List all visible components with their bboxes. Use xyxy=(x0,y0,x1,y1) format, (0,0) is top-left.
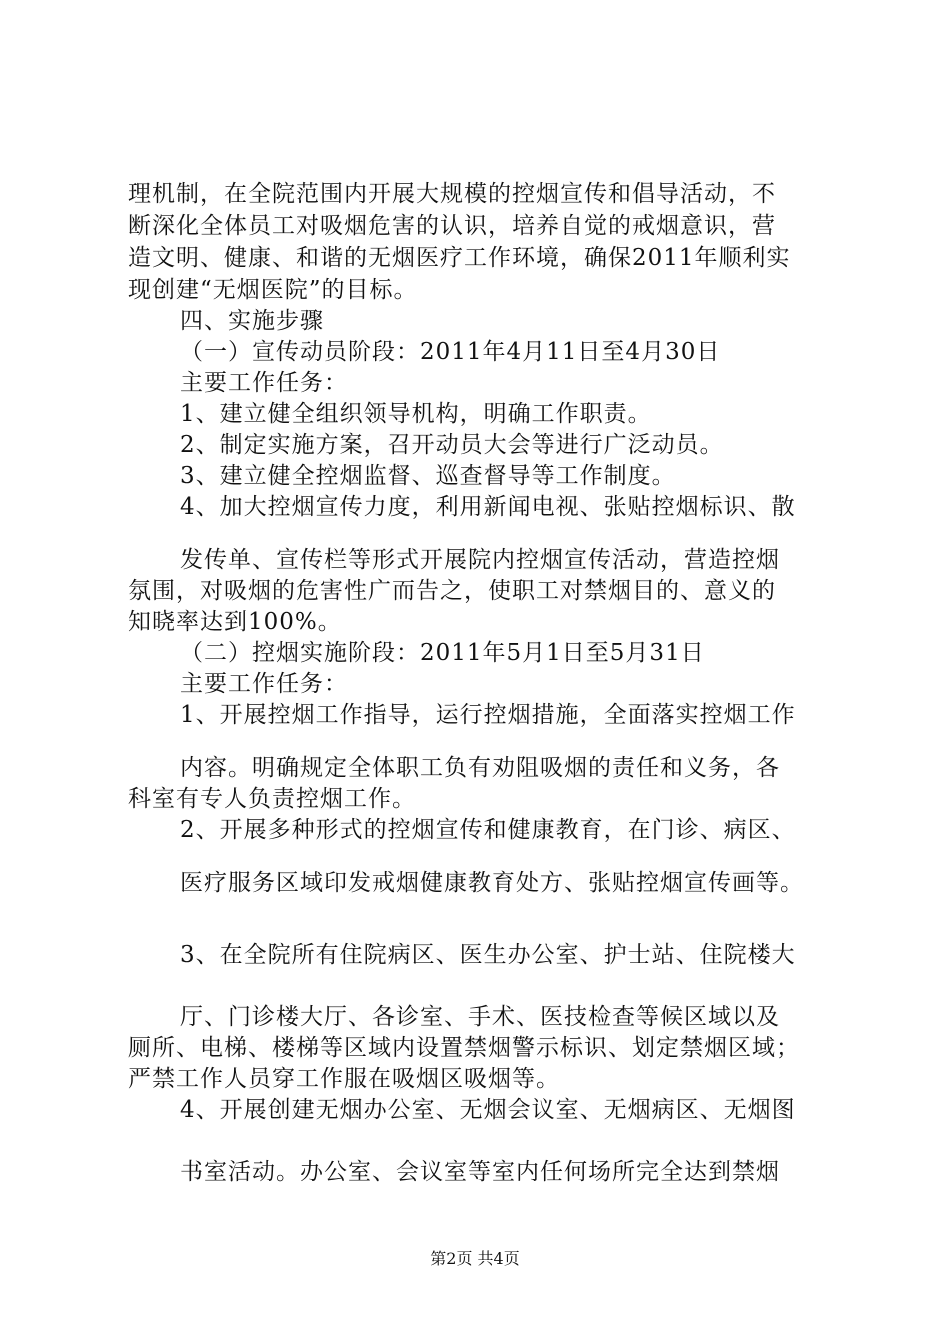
paragraph-line: 造文明、健康、和谐的无烟医疗工作环境，确保2011年顺利实 xyxy=(128,245,791,271)
paragraph-line: 知晓率达到100%。 xyxy=(128,609,342,635)
list-item: 1、建立健全组织领导机构，明确工作职责。 xyxy=(180,401,652,427)
paragraph-line: 医疗服务区域印发戒烟健康教育处方、张贴控烟宣传画等。 xyxy=(180,870,804,896)
list-item: 2、开展多种形式的控烟宣传和健康教育，在门诊、病区、 xyxy=(180,817,796,843)
paragraph-line: 科室有专人负责控烟工作。 xyxy=(128,786,416,812)
list-item: 4、开展创建无烟办公室、无烟会议室、无烟病区、无烟图 xyxy=(180,1097,796,1123)
list-item: 3、在全院所有住院病区、医生办公室、护士站、住院楼大 xyxy=(180,942,796,968)
page-footer: 第2页 共4页 xyxy=(430,1249,520,1268)
paragraph-line: 严禁工作人员穿工作服在吸烟区吸烟等。 xyxy=(128,1066,560,1092)
paragraph-line: 内容。明确规定全体职工负有劝阻吸烟的责任和义务，各 xyxy=(180,755,780,781)
section-heading: 四、实施步骤 xyxy=(180,308,324,334)
paragraph-line: 氛围，对吸烟的危害性广而告之，使职工对禁烟目的、意义的 xyxy=(128,578,776,604)
list-item: 1、开展控烟工作指导，运行控烟措施，全面落实控烟工作 xyxy=(180,702,796,728)
paragraph-line: 理机制，在全院范围内开展大规模的控烟宣传和倡导活动，不 xyxy=(128,181,776,207)
paragraph-line: 厅、门诊楼大厅、各诊室、手术、医技检查等候区域以及 xyxy=(180,1004,780,1030)
paragraph-line: 现创建“无烟医院”的目标。 xyxy=(128,277,418,303)
list-item: 4、加大控烟宣传力度，利用新闻电视、张贴控烟标识、散 xyxy=(180,494,796,520)
stage-heading: （二）控烟实施阶段：2011年5月1日至5月31日 xyxy=(180,640,705,666)
paragraph-line: 发传单、宣传栏等形式开展院内控烟宣传活动，营造控烟 xyxy=(180,547,780,573)
paragraph-line: 厕所、电梯、楼梯等区域内设置禁烟警示标识、划定禁烟区域； xyxy=(128,1035,800,1061)
subheading: 主要工作任务： xyxy=(180,671,348,697)
stage-heading: （一）宣传动员阶段：2011年4月11日至4月30日 xyxy=(180,339,721,365)
paragraph-line: 书室活动。办公室、会议室等室内任何场所完全达到禁烟 xyxy=(180,1159,780,1185)
subheading: 主要工作任务： xyxy=(180,370,348,396)
list-item: 2、制定实施方案，召开动员大会等进行广泛动员。 xyxy=(180,432,724,458)
list-item: 3、建立健全控烟监督、巡查督导等工作制度。 xyxy=(180,463,676,489)
paragraph-line: 断深化全体员工对吸烟危害的认识，培养自觉的戒烟意识，营 xyxy=(128,213,776,239)
